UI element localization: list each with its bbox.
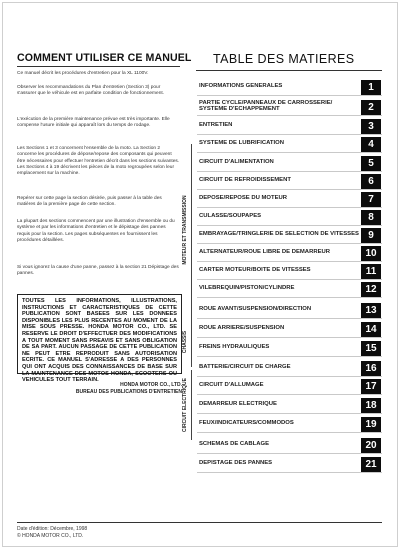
manual-usage-title: COMMENT UTILISER CE MANUEL: [17, 52, 192, 64]
toc-entry-18[interactable]: [197, 397, 382, 414]
toc-entry-number: 19: [361, 417, 381, 432]
toc-entry-number: 7: [361, 192, 381, 207]
toc-entry-number: 2: [361, 100, 381, 115]
toc-entry-label: CIRCUIT D'ALIMENTATION: [199, 159, 274, 166]
chassis-group-label: CHASSIS: [182, 330, 188, 353]
toc-entry-number: 13: [361, 303, 381, 318]
electrical-group-bracket: [178, 370, 192, 440]
toc-entry-number: 9: [361, 228, 381, 243]
toc-entry-number: 14: [361, 322, 381, 337]
toc-entry-number: 21: [361, 457, 381, 472]
toc-entry-label: CIRCUIT DE REFROIDISSEMENT: [199, 177, 291, 184]
toc-entry-number: 16: [361, 361, 381, 376]
toc-entry-label: ENTRETIEN: [199, 122, 233, 129]
toc-entry-label: INFORMATIONS GENERALES: [199, 83, 283, 90]
toc-entry-label: SYSTEME DE LUBRIFICATION: [199, 140, 284, 147]
table-of-contents-title: TABLE DES MATIERES: [213, 52, 355, 66]
toc-entry-label: CULASSE/SOUPAPES: [199, 213, 262, 220]
toc-entry-number: 5: [361, 156, 381, 171]
toc-entry-5[interactable]: [197, 155, 382, 172]
toc-entry-4[interactable]: [197, 136, 382, 153]
intro-paragraph: Ce manuel décrit les procédures d'entretien pour la XL 1100V.: [17, 71, 149, 76]
toc-entry-label: EMBRAYAGE/TRINGLERIE DE SELECTION DE VITESSES: [199, 231, 359, 238]
toc-entry-16[interactable]: [197, 360, 382, 377]
publisher-office: BUREAU DES PUBLICATIONS D'ENTRETIEN: [75, 388, 182, 395]
toc-entry-label: VILEBREQUIN/PISTON/CYLINDRE: [199, 285, 295, 292]
footer-rule: [17, 522, 382, 523]
section-structure-paragraph: La plupart des sections commencent par une illustration d'ensemble ou du système et par les informations d'entretien et le dépistage des pannes requis pour la section. Les pages subséquentes en fournissent les procédures détaillées.: [17, 219, 175, 243]
toc-entry-number: 11: [361, 264, 381, 279]
sections-paragraph: Les Sections 1 et 3 concernent l'ensemble de la moto. La Section 2 concerne les procédures de dépose/repose des composants qui peuvent être nécessaires pour effectuer l'entretien décrit dans les sections suivantes. Les Sections 4 à 19 décrivent les pièces de la moto regroupées selon leur emplacement sur la machine.: [17, 146, 180, 177]
toc-entry-number: 6: [361, 174, 381, 189]
toc-entry-number: 15: [361, 341, 381, 356]
toc-entry-12[interactable]: [197, 281, 382, 298]
find-section-paragraph: Repérer sur cette page la section désirée, puis passer à la table des matières de la première page de cette section.: [17, 196, 162, 208]
toc-entry-label: ALTERNATEUR/ROUE LIBRE DE DEMARREUR: [199, 249, 331, 256]
toc-entry-15[interactable]: [197, 340, 382, 357]
toc-entry-21[interactable]: [197, 456, 382, 473]
toc-entry-number: 18: [361, 398, 381, 413]
toc-entry-label: CARTER MOTEUR/BOITE DE VITESSES: [199, 267, 311, 274]
toc-entry-number: 12: [361, 282, 381, 297]
toc-entry-8[interactable]: [197, 209, 382, 226]
toc-entry-11[interactable]: [197, 263, 382, 280]
toc-entry-number: 20: [361, 438, 381, 453]
publisher-company: HONDA MOTOR CO., LTD.: [120, 382, 182, 388]
toc-entry-label: BATTERIE/CIRCUIT DE CHARGE: [199, 364, 291, 371]
toc-entry-6[interactable]: [197, 173, 382, 190]
toc-entry-label: ROUE AVANT/SUSPENSION/DIRECTION: [199, 306, 312, 313]
toc-entry-9[interactable]: [197, 227, 382, 244]
toc-entry-14[interactable]: [197, 321, 382, 338]
left-title-rule: [17, 66, 180, 67]
toc-entry-19[interactable]: [197, 416, 382, 433]
legal-notice-box: TOUTES LES INFORMATIONS, ILLUSTRATIONS, INSTRUCTIONS ET CARACTERISTIQUES DE CETTE PUBLICATION SONT BASEES SUR LES DONNEES DISPONIBLES LES PLUS RECENTES AU MOMENT DE LA MISE SOUS PRESSE. HONDA MOTOR CO., LTD. SE RESERVE LE DROIT D'EFFECTUER DES MODIFICATIONS A TOUT MOMENT SANS PREAVIS ET SANS OBLIGATION DE SA PART. AUCUN PASSAGE DE CETTE PUBLICATION NE PEUT ETRE REPRODUIT SANS AUTORISATION ECRITE. CE MANUEL S'ADRESSE A DES PERSONNES QUI ONT ACQUIS DES CONNAISSANCES DE BASE SUR LA MAINTENANCE DES MOTOS HONDA, SCOOTERS OU VEHICULES TOUT TERRAIN.: [17, 294, 182, 374]
toc-entry-label: DEPISTAGE DES PANNES: [199, 460, 273, 467]
toc-entry-label: FEUX/INDICATEURS/COMMODOS: [199, 420, 294, 427]
toc-entry-20[interactable]: [197, 437, 382, 454]
toc-entry-number: 1: [361, 80, 381, 95]
toc-entry-2[interactable]: [197, 99, 382, 116]
toc-entry-label: DEMARREUR ELECTRIQUE: [199, 401, 277, 408]
copyright-notice: © HONDA MOTOR CO., LTD.: [17, 533, 84, 539]
first-maintenance-paragraph: L'exécution de la première maintenance prévue est très importante. Elle compense l'usure initiale qui apparaît lors du temps de rodage.: [17, 117, 170, 129]
toc-entry-13[interactable]: [197, 302, 382, 319]
edition-date: Date d'édition: Décembre, 1998: [17, 526, 88, 532]
toc-entry-17[interactable]: [197, 378, 382, 395]
toc-entry-10[interactable]: [197, 245, 382, 262]
publisher-signature: [17, 382, 182, 395]
toc-entry-3[interactable]: [197, 118, 382, 135]
maintenance-plan-paragraph: Observer les recommandations du Plan d'entretien (Section 3) pour s'assurer que le véhicule est en parfaite condition de fonctionnement.: [17, 85, 165, 97]
toc-entry-number: 10: [361, 246, 381, 261]
toc-entry-1[interactable]: [197, 79, 382, 96]
toc-entry-number: 4: [361, 137, 381, 152]
toc-entry-number: 8: [361, 210, 381, 225]
troubleshooting-paragraph: Si vous ignorez la cause d'une panne, passez à la section 21 Dépistage des pannes.: [17, 265, 179, 277]
engine-group-bracket: [178, 144, 192, 316]
engine-group-label: MOTEUR ET TRANSMISSION: [182, 195, 188, 265]
toc-entry-label: ROUE ARRIERE/SUSPENSION: [199, 325, 285, 332]
toc-entry-7[interactable]: [197, 191, 382, 208]
toc-entry-label: CIRCUIT D'ALLUMAGE: [199, 382, 264, 389]
toc-entry-number: 3: [361, 119, 381, 134]
toc-entry-label: SCHEMAS DE CABLAGE: [199, 441, 270, 448]
electrical-group-label: CIRCUIT ELECTRIQUE: [182, 378, 188, 432]
toc-entry-label: FREINS HYDRAULIQUES: [199, 344, 270, 351]
toc-entry-number: 17: [361, 379, 381, 394]
chassis-group-bracket: [178, 316, 192, 367]
toc-entry-label: DEPOSE/REPOSE DU MOTEUR: [199, 195, 288, 202]
toc-title-rule: [196, 70, 382, 71]
toc-entry-label: PARTIE CYCLE/PANNEAUX DE CARROSSERIE/ SYSTEME D'ECHAPPEMENT: [199, 100, 333, 112]
